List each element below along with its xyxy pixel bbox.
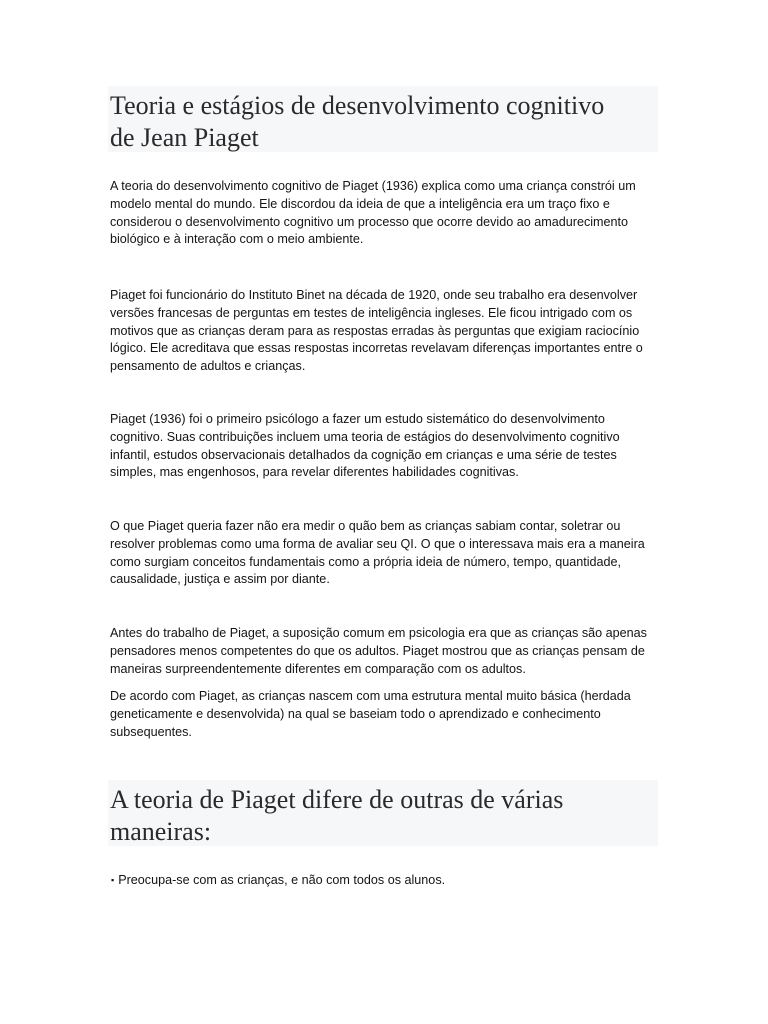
paragraph-line: Piaget (1936) foi o primeiro psicólogo a fazer um estudo sistemático do desenvolvimento (110, 412, 605, 426)
page-title-line: Teoria e estágios de desenvolvimento cognitivo (110, 91, 605, 120)
section-heading-line: A teoria de Piaget difere de outras de várias (110, 785, 564, 814)
paragraph-line: pensadores menos competentes do que os adultos. Piaget mostrou que as crianças pensam de (110, 643, 645, 658)
page-title-line: de Jean Piaget (110, 123, 259, 152)
bullet-text: Preocupa-se com as crianças, e não com todos os alunos. (118, 873, 446, 887)
section-heading-box (108, 780, 658, 846)
paragraph-line: simples, mas engenhosos, para revelar diferentes habilidades cognitivas. (110, 465, 519, 480)
paragraph-line: De acordo com Piaget, as crianças nascem com uma estrutura mental muito básica (herdada (110, 689, 631, 703)
paragraph-line: resolver problemas como uma forma de avaliar seu QI. O que o interessava mais era a maneira (110, 536, 645, 551)
paragraph-line: maneiras surpreendentemente diferentes em comparação com os adultos. (110, 661, 526, 676)
bullet-item (110, 872, 445, 891)
paragraph-line: como surgiam conceitos fundamentais como a própria ideia de número, tempo, quantidade, (110, 554, 622, 569)
paragraph-line: O que Piaget queria fazer não era medir o quão bem as crianças sabiam contar, soletrar ou (110, 519, 621, 533)
paragraph-line: Antes do trabalho de Piaget, a suposição comum em psicologia era que as crianças são apenas (110, 626, 647, 640)
paragraph-line: infantil, estudos observacionais detalhados da cognição em crianças e uma série de testes (110, 447, 617, 462)
paragraph-line: cognitivo. Suas contribuições incluem uma teoria de estágios do desenvolvimento cognitivo (110, 429, 620, 444)
paragraph-6 (110, 688, 660, 741)
paragraph-line: pensamento de adultos e crianças. (110, 359, 306, 374)
paragraph-line: considerou o desenvolvimento cognitivo um processo que ocorre devido ao amadurecimento (110, 214, 629, 229)
section-heading (110, 784, 655, 848)
paragraph-1 (110, 178, 660, 249)
paragraph-line: subsequentes. (110, 724, 192, 739)
bullet-list (110, 872, 660, 891)
paragraph-line: lógico. Ele acreditava que essas respostas incorretas revelavam diferenças importantes entre o (110, 341, 643, 356)
paragraph-2 (110, 287, 660, 376)
paragraph-line: versões francesas de perguntas em testes de inteligência ingleses. Ele ficou intrigado com os (110, 305, 633, 320)
paragraph-line: A teoria do desenvolvimento cognitivo de Piaget (1936) explica como uma criança constrói um (110, 179, 636, 193)
paragraph-5 (110, 625, 660, 678)
paragraph-3 (110, 411, 660, 482)
paragraph-line: modelo mental do mundo. Ele discordou da ideia de que a inteligência era um traço fixo e (110, 196, 610, 211)
bullet-marker-icon: ▪ (111, 875, 115, 885)
paragraph-4 (110, 518, 660, 589)
page-title (110, 90, 655, 154)
paragraph-line: Piaget foi funcionário do Instituto Binet na década de 1920, onde seu trabalho era desenvolver (110, 288, 638, 302)
paragraph-line: motivos que as crianças deram para as respostas erradas às perguntas que exigiam raciocínio (110, 323, 640, 338)
paragraph-line: geneticamente e desenvolvida) na qual se baseiam todo o aprendizado e conhecimento (110, 706, 601, 721)
title-heading-box (108, 86, 658, 152)
paragraph-line: biológico e à interação com o meio ambiente. (110, 232, 364, 247)
paragraph-line: causalidade, justiça e assim por diante. (110, 572, 330, 587)
section-heading-line: maneiras: (110, 817, 212, 846)
